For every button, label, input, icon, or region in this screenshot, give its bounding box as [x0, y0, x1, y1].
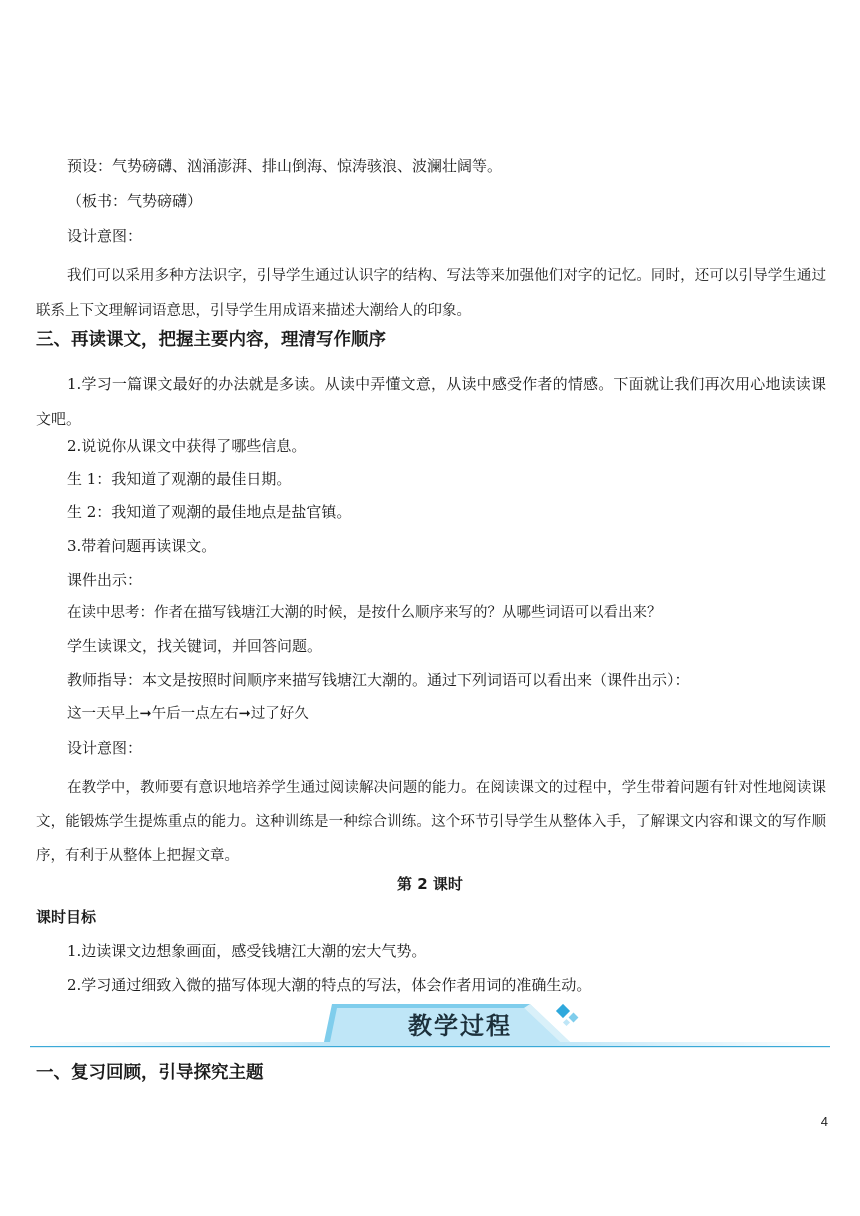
design-intent-paragraph-2: 在教学中，教师要有意识地培养学生通过阅读解决问题的能力。在阅读课文的过程中，学生带着问题有针对性地阅读课文，能锻炼学生提炼重点的能力。这种训练是一种综合训练。这个环节引导学生从整体入手，了解课文内容和课文的写作顺序，有利于从整体上把握文章。	[36, 780, 826, 864]
student-action: 学生读课文，找关键词，并回答问题。	[67, 637, 323, 655]
teaching-process-banner	[30, 1000, 830, 1052]
section-3-heading: 三、再读课文，把握主要内容，理清写作顺序	[36, 330, 386, 350]
blackboard-note: （板书：气势磅礴）	[67, 192, 203, 210]
section-3-item-1: 1.学习一篇课文最好的办法就是多读。从读中弄懂文意，从读中感受作者的情感。下面就让我们再次用心地读读课文吧。	[36, 375, 826, 428]
section-1-heading: 一、复习回顾，引导探究主题	[36, 1063, 264, 1083]
section-3-item-2: 2.说说你从课文中获得了哪些信息。	[67, 437, 307, 455]
lesson-goal-1: 1.边读课文边想象画面，感受钱塘江大潮的宏大气势。	[67, 942, 427, 960]
design-intent-paragraph-1: 我们可以采用多种方法识字，引导学生通过认识字的结构、写法等来加强他们对字的记忆。同时，还可以引导学生通过联系上下文理解词语意思，引导学生用成语来描述大潮给人的印象。	[36, 268, 826, 319]
lesson-2-title: 第 2 课时	[397, 875, 463, 893]
time-sequence: 这一天早上➞午后一点左右➞过了好久	[67, 706, 309, 722]
student-answer-2: 生 2：我知道了观潮的最佳地点是盐官镇。	[67, 503, 352, 521]
design-intent-label-1: 设计意图：	[67, 227, 143, 245]
banner-label: 教学过程	[408, 1012, 512, 1040]
preset-line: 预设：气势磅礴、汹涌澎湃、排山倒海、惊涛骇浪、波澜壮阔等。	[67, 157, 503, 175]
courseware-question: 在读中思考：作者在描写钱塘江大潮的时候，是按什么顺序来写的？从哪些词语可以看出来？	[67, 605, 662, 621]
courseware-label: 课件出示：	[67, 571, 143, 589]
lesson-goals-heading: 课时目标	[36, 908, 97, 926]
section-3-item-3: 3.带着问题再读课文。	[67, 537, 217, 555]
lesson-goal-2: 2.学习通过细致入微的描写体现大潮的特点的写法，体会作者用词的准确生动。	[67, 976, 592, 994]
design-intent-label-2: 设计意图：	[67, 739, 143, 757]
teacher-guide: 教师指导：本文是按照时间顺序来描写钱塘江大潮的。通过下列词语可以看出来（课件出示）：	[67, 671, 690, 689]
student-answer-1: 生 1：我知道了观潮的最佳日期。	[67, 470, 292, 488]
page-number: 4	[820, 1114, 828, 1129]
